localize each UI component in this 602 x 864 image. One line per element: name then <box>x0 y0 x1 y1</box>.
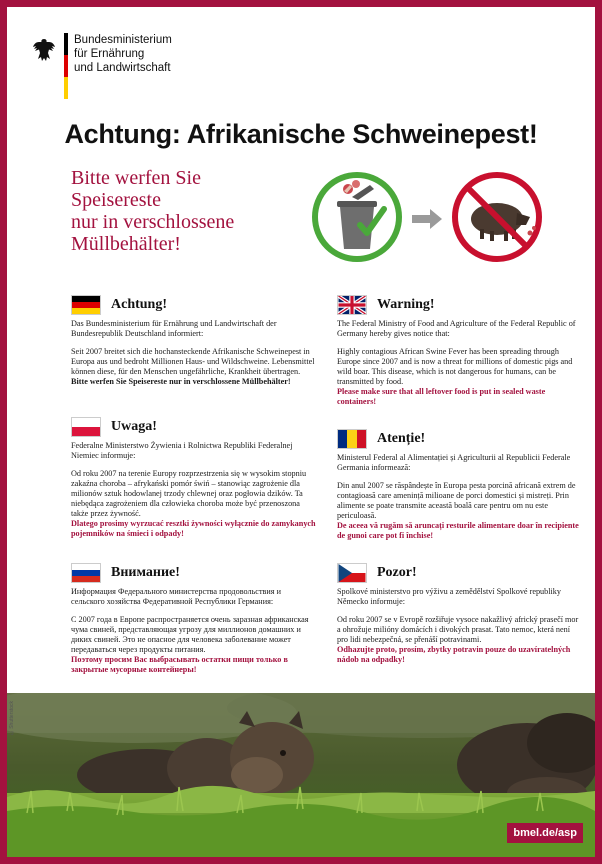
website-url[interactable]: bmel.de/asp <box>507 823 583 843</box>
flag-romania-icon <box>337 429 367 449</box>
section-title-row <box>337 293 582 317</box>
section-body <box>71 347 316 377</box>
section-intro: Federalne Ministerstwo Żywienia i Rolnictwa Republiki Federalnej Niemiec informuje: <box>71 441 293 460</box>
section-title-row <box>71 415 316 439</box>
section-intro: Ministerul Federal al Alimentației și Agriculturii al Republicii Federale Germania informează: <box>337 453 571 472</box>
section-title: Atenție! <box>377 431 426 446</box>
section-cz <box>337 561 582 673</box>
flag-uk-icon <box>337 295 367 315</box>
flag-russia-icon <box>71 563 101 583</box>
section-body: С 2007 года в Европе распространяется очень заразная африканская чума свиней, представляющая угрозу для миллионов домашних и диких свиней. Это не опасное для человека заболевание может передаваться через продукты питания. <box>71 615 309 654</box>
section-warning: Поэтому просим Вас выбрасывать остатки пищи только в закрытые мусорные контейнеры! <box>71 655 288 674</box>
section-warning: Bitte werfen Sie Speisereste nur in verschlossene Müllbehälter! <box>71 377 291 386</box>
trash-bin-allowed-icon <box>315 175 399 259</box>
ministry-logo <box>27 29 227 109</box>
ministry-line: und Landwirtschaft <box>74 62 171 74</box>
ministry-line: Bundesministerium <box>74 34 172 46</box>
section-warning: Please make sure that all leftover food is put in sealed waste containers! <box>337 387 546 406</box>
section-title: Pozor! <box>377 565 417 580</box>
section-title-row <box>337 561 582 585</box>
section-body-text: Seit 2007 breitet sich die hochansteckende Afrikanische Schweinepest in Europa aus und bedroht Millionen Haus- und Wildschweine. Lebensmittel können diese, für den Menschen ungefährliche, Krankheit übertragen. <box>71 347 315 376</box>
federal-eagle-icon <box>31 37 57 63</box>
wild-boar-photo <box>7 693 595 857</box>
section-intro: Информация Федерального министерства продовольствия и сельского хозяйства Федеративной Республики Германия: <box>71 587 281 606</box>
cta-line: Müllbehälter! <box>71 233 181 255</box>
section-body: Od roku 2007 se v Evropě rozšiřuje vysoce nakažlivý africký prasečí mor a ohrožuje milióny domácích i divokých prasat. Tato nemoc, která není pro lidi nebezpečná, se přenáší potravinami. <box>337 615 579 644</box>
section-body: Highly contagious African Swine Fever has been spreading through Europe since 2007 and is now a threat for millions of domestic pigs and wild boar. This disease, which is not dangerous for humans, can be transmitted by food. <box>337 347 573 386</box>
german-flag-bar <box>64 33 68 99</box>
section-title-row <box>337 427 582 451</box>
section-warning: Dlatego prosimy wyrzucać resztki żywności wyłącznie do zamykanych pojemników na śmieci i odpady! <box>71 519 316 538</box>
section-intro: The Federal Ministry of Food and Agriculture of the Federal Republic of Germany hereby gives notice that: <box>337 319 576 338</box>
section-ru <box>71 561 316 683</box>
wild-boar-prohibited-icon <box>455 175 539 259</box>
cta-line: Bitte werfen Sie <box>71 167 201 189</box>
section-en <box>337 293 582 415</box>
cta-line: Speisereste <box>71 189 161 211</box>
photo-credit: ©Shutterstock <box>9 701 15 735</box>
section-de <box>71 293 316 395</box>
flag-czech-icon <box>337 563 367 583</box>
section-title: Внимание! <box>111 565 180 580</box>
section-intro: Spolkové ministerstvo pro výživu a zemědělství Spolkové republiky Německo informuje: <box>337 587 561 606</box>
arrow-right-icon <box>412 209 442 229</box>
section-title: Uwaga! <box>111 419 157 434</box>
section-warning: Odhazujte proto, prosím, zbytky potravin pouze do uzavíratelných nádob na odpadky! <box>337 645 571 664</box>
section-ro <box>337 427 582 549</box>
pictogram <box>312 167 547 267</box>
ministry-name <box>74 33 172 75</box>
cta-line: nur in verschlossene <box>71 211 235 233</box>
section-body: Din anul 2007 se răspândește în Europa pesta porcină africană extrem de contagioasă care amenință milioane de porci domestici și mistreți. Prin alimente se poate transmite această boală care pentru om nu este periculoasă. <box>337 481 576 520</box>
section-title-row <box>71 293 316 317</box>
section-title: Warning! <box>377 297 435 312</box>
call-to-action <box>71 167 301 255</box>
section-pl <box>71 415 316 547</box>
section-body: Od roku 2007 na terenie Europy rozprzestrzenia się w wysokim stopniu zakaźna choroba – afrykański pomór świń – stanowiąc zagrożenie dla milionów sztuk hodowlanej trzody chlewnej oraz pogłowia dzików. Ta niebędąca zagrożeniem dla człowieka choroba może być przenoszona także przez żywność. <box>71 469 307 518</box>
section-intro: Das Bundesministerium für Ernährung und Landwirtschaft der Bundesrepublik Deutschland informiert: <box>71 319 277 338</box>
section-title: Achtung! <box>111 297 168 312</box>
section-warning: De aceea vă rugăm să aruncați resturile alimentare doar în recipiente de gunoi care pot fi închise! <box>337 521 579 540</box>
section-title-row <box>71 561 316 585</box>
flag-germany-icon <box>71 295 101 315</box>
flag-poland-icon <box>71 417 101 437</box>
headline: Achtung: Afrikanische Schweinepest! <box>64 119 538 149</box>
poster <box>7 7 595 857</box>
ministry-line: für Ernährung <box>74 48 145 60</box>
